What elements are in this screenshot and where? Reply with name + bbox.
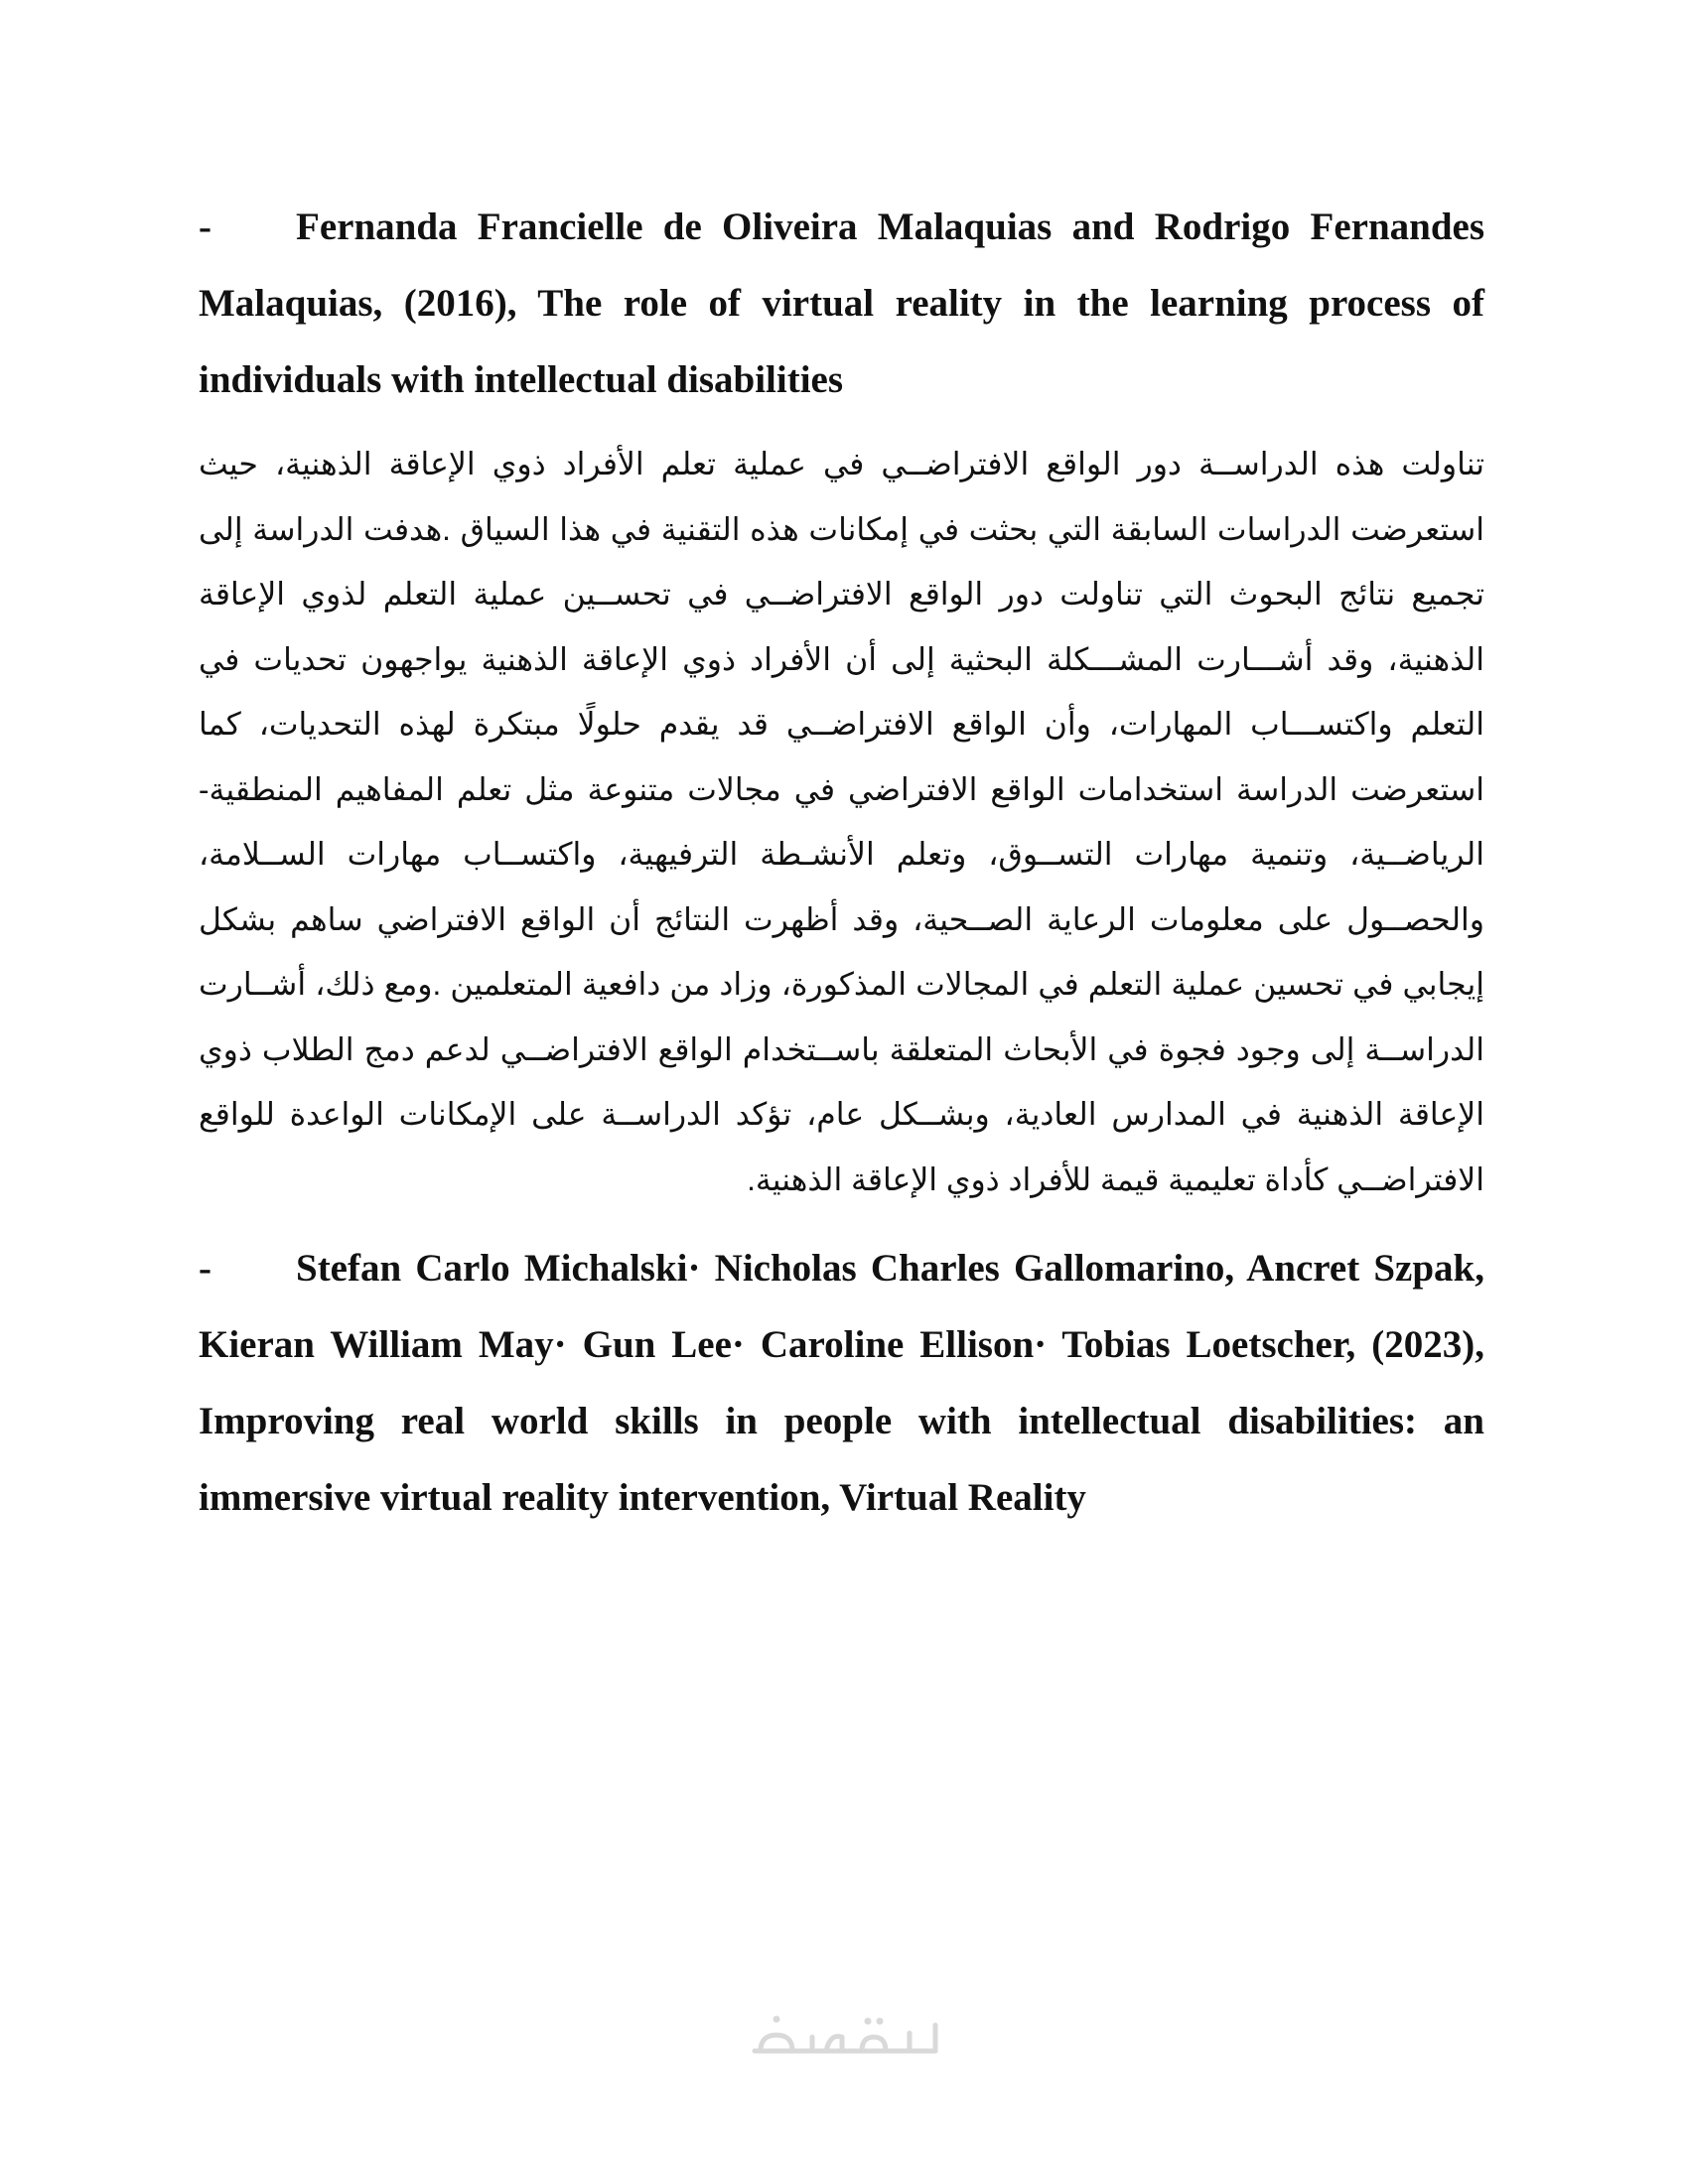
reference-1-summary: تناولت هذه الدراســة دور الواقع الافتراضــي في عملية تعلم الأفراد ذوي الإعاقة الذهنية، حيث استعرضت الدراسات السابقة التي بحثت في إمكانات هذه التقنية في هذا السياق .هدفت الدراسة إلى تجميع نتائج البحوث التي تناولت دور الواقع الافتراضــي في تحســين عملية التعلم لذوي الإعاقة الذهنية، وقد أشـــارت المشـــكلة البحثية إلى أن الأفراد ذوي الإعاقة الذهنية يواجهون تحديات في التعلم واكتســـاب المهارات، وأن الواقع الافتراضــي قد يقدم حلولًا مبتكرة لهذه التحديات، كما استعرضت الدراسة استخدامات الواقع الافتراضي في مجالات متنوعة مثل تعلم المفاهيم المنطقية-الرياضــية، وتنمية مهارات التســوق، وتعلم الأنشـطة الترفيهية، واكتســاب مهارات الســلامة، والحصــول على معلومات الرعاية الصــحية، وقد أظهرت النتائج أن الواقع الافتراضي ساهم بشكل إيجابي في تحسين عملية التعلم في المجالات المذكورة، وزاد من دافعية المتعلمين .ومع ذلك، أشــارت الدراســة إلى وجود فجوة في الأبحاث المتعلقة باســتخدام الواقع الافتراضــي لدعم دمج الطلاب ذوي الإعاقة الذهنية في المدارس العادية، وبشــكل عام، تؤكد الدراســة على الإمكانات الواعدة للواقع الافتراضــي كأداة تعليمية قيمة للأفراد ذوي الإعاقة الذهنية. (199, 446, 1484, 1197)
reference-2-heading (199, 1230, 1484, 1536)
document-page (199, 189, 1484, 1536)
reference-1-citation: Fernanda Francielle de Oliveira Malaquias and Rodrigo Fernandes Malaquias, (2016), The role of virtual reality in the learning process of individuals with intellectual disabilities (199, 205, 1484, 401)
reference-2-citation: Stefan Carlo Michalski· Nicholas Charles Gallomarino, Ancret Szpak, Kieran William May· Gun Lee· Caroline Ellison· Tobias Loetscher, (2023), Improving real world skills in people with intellectual disabilities: an immersive virtual reality intervention, Virtual Reality (199, 1247, 1484, 1519)
reference-1-bullet: - (199, 205, 211, 248)
reference-2-bullet: - (199, 1247, 211, 1290)
reference-1-heading (199, 189, 1484, 418)
khamsat-watermark-logo (747, 2007, 941, 2063)
